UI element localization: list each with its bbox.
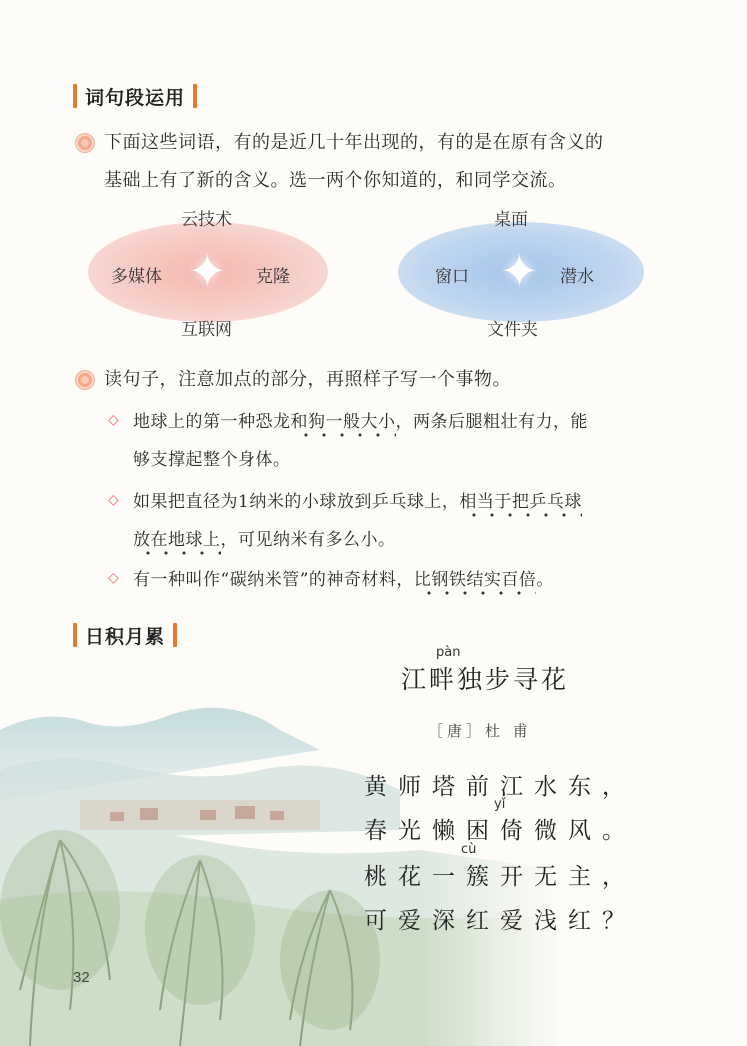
sentence-text: ，可见纳米有多么小。 <box>220 530 396 550</box>
sentence-text: 有一种叫作“碳纳米管”的神奇材料， <box>133 570 414 590</box>
cluster-word: 云技术 <box>181 210 232 230</box>
sentence-text: ，两条后腿粗壮有力，能 <box>395 412 588 432</box>
sentence-1-line-1 <box>133 403 588 441</box>
question-bullet-icon <box>75 370 95 390</box>
sentence-3 <box>133 561 554 599</box>
pinyin-annotation: yǐ <box>494 797 506 812</box>
pinyin-annotation: pàn <box>436 645 461 660</box>
cluster-word: 潜水 <box>560 267 594 287</box>
question-1-line-2: 基础上有了新的含义。选一两个你知道的，和同学交流。 <box>104 170 567 191</box>
cluster-word: 克隆 <box>256 267 290 287</box>
question-bullet-icon <box>75 133 95 153</box>
section-title: 词句段运用 <box>85 86 186 109</box>
cluster-word: 互联网 <box>181 320 232 340</box>
section-title: 日积月累 <box>85 625 166 648</box>
sentence-text: 如果把直径为1纳米的小球放到乒乓球上， <box>133 492 460 512</box>
sentence-text: 。 <box>536 570 554 590</box>
dotted-emphasis: 放在地球上 <box>133 530 221 556</box>
dotted-emphasis: 相当于把乒乓球 <box>459 492 582 518</box>
cluster-word: 窗口 <box>435 267 469 287</box>
cluster-word: 多媒体 <box>111 267 162 287</box>
poem-line: 可爱深红爱浅红？ <box>364 908 636 934</box>
sparkle-icon: ✦ <box>188 244 227 298</box>
poem-line: 黄师塔前江水东， <box>364 774 636 800</box>
question-2-text: 读句子，注意加点的部分，再照样子写一个事物。 <box>104 369 511 390</box>
heading-bar-right <box>193 84 197 108</box>
sentence-text: 地球上的第一种恐龙 <box>133 412 291 432</box>
poem-line: 春光懒困倚微风。 <box>364 818 636 844</box>
question-1-line-1: 下面这些词语，有的是近几十年出现的，有的是在原有含义的 <box>104 132 604 153</box>
poem-author: ［唐］杜 甫 <box>428 722 532 740</box>
dotted-emphasis: 和狗一般大小 <box>291 412 396 438</box>
sentence-2-line-1 <box>133 483 582 521</box>
sentence-1-line-2: 够支撑起整个身体。 <box>133 450 291 470</box>
heading-bar-right <box>173 623 177 647</box>
page-number: 32 <box>73 969 90 986</box>
sparkle-icon: ✦ <box>500 244 539 298</box>
section-heading-words <box>73 81 197 111</box>
pinyin-annotation: cù <box>461 842 477 857</box>
diamond-bullet-icon: ◇ <box>108 570 119 586</box>
dotted-emphasis: 比钢铁结实百倍 <box>414 570 537 596</box>
diamond-bullet-icon: ◇ <box>108 412 119 428</box>
diamond-bullet-icon: ◇ <box>108 492 119 508</box>
sentence-2-line-2 <box>133 521 396 559</box>
poem-line: 桃花一簇开无主， <box>364 864 636 890</box>
cluster-word: 桌面 <box>494 210 528 230</box>
cluster-word: 文件夹 <box>487 320 538 340</box>
section-heading-accumulation <box>73 620 177 650</box>
poem-title: 江畔独步寻花 <box>401 665 570 694</box>
